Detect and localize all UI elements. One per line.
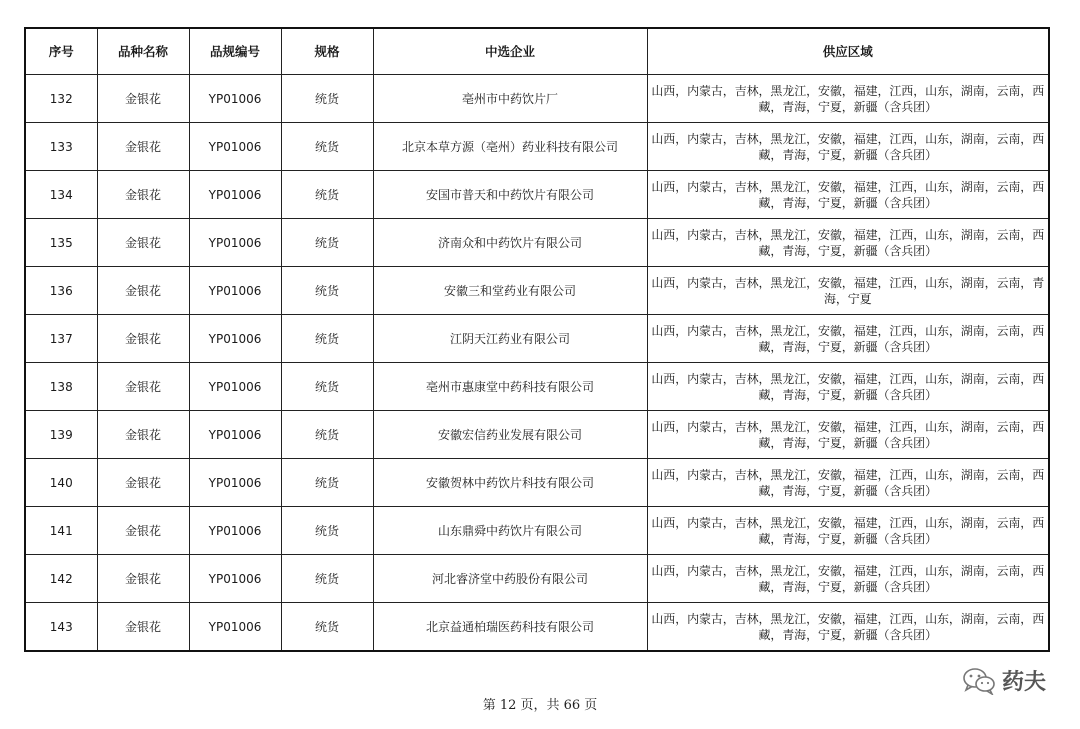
cell-no: 140 bbox=[25, 459, 97, 507]
cell-no: 141 bbox=[25, 507, 97, 555]
cell-variety: 金银花 bbox=[97, 267, 189, 315]
cell-company: 安徽宏信药业发展有限公司 bbox=[373, 411, 647, 459]
cell-spec: 统货 bbox=[281, 219, 373, 267]
cell-company: 安国市普天和中药饮片有限公司 bbox=[373, 171, 647, 219]
cell-variety: 金银花 bbox=[97, 555, 189, 603]
cell-spec: 统货 bbox=[281, 171, 373, 219]
table-row bbox=[25, 75, 1049, 123]
cell-code: YP01006 bbox=[189, 507, 281, 555]
cell-company: 山东鼎舜中药饮片有限公司 bbox=[373, 507, 647, 555]
cell-spec: 统货 bbox=[281, 123, 373, 171]
cell-code: YP01006 bbox=[189, 219, 281, 267]
cell-company: 济南众和中药饮片有限公司 bbox=[373, 219, 647, 267]
cell-code: YP01006 bbox=[189, 123, 281, 171]
page-footer: 第 12 页，共 66 页 bbox=[482, 698, 598, 713]
header-no: 序号 bbox=[25, 28, 97, 75]
cell-code: YP01006 bbox=[189, 411, 281, 459]
cell-variety: 金银花 bbox=[97, 171, 189, 219]
cell-spec: 统货 bbox=[281, 315, 373, 363]
cell-company: 亳州市中药饮片厂 bbox=[373, 75, 647, 123]
cell-region: 山西，内蒙古，吉林，黑龙江，安徽，福建，江西，山东，湖南，云南，西藏，青海，宁夏，新疆（含兵团） bbox=[647, 315, 1049, 363]
cell-no: 133 bbox=[25, 123, 97, 171]
cell-no: 132 bbox=[25, 75, 97, 123]
cell-no: 136 bbox=[25, 267, 97, 315]
cell-spec: 统货 bbox=[281, 411, 373, 459]
header-region: 供应区域 bbox=[647, 28, 1049, 75]
table-row bbox=[25, 363, 1049, 411]
cell-region: 山西，内蒙古，吉林，黑龙江，安徽，福建，江西，山东，湖南，云南，西藏，青海，宁夏，新疆（含兵团） bbox=[647, 555, 1049, 603]
cell-variety: 金银花 bbox=[97, 363, 189, 411]
table-row bbox=[25, 315, 1049, 363]
cell-variety: 金银花 bbox=[97, 123, 189, 171]
watermark bbox=[962, 665, 1046, 696]
cell-region: 山西，内蒙古，吉林，黑龙江，安徽，福建，江西，山东，湖南，云南，西藏，青海，宁夏，新疆（含兵团） bbox=[647, 75, 1049, 123]
cell-region: 山西，内蒙古，吉林，黑龙江，安徽，福建，江西，山东，湖南，云南，西藏，青海，宁夏，新疆（含兵团） bbox=[647, 507, 1049, 555]
cell-spec: 统货 bbox=[281, 507, 373, 555]
table-header-row bbox=[25, 28, 1049, 75]
cell-company: 安徽三和堂药业有限公司 bbox=[373, 267, 647, 315]
cell-code: YP01006 bbox=[189, 75, 281, 123]
cell-code: YP01006 bbox=[189, 603, 281, 652]
cell-no: 143 bbox=[25, 603, 97, 652]
cell-variety: 金银花 bbox=[97, 75, 189, 123]
cell-region: 山西，内蒙古，吉林，黑龙江，安徽，福建，江西，山东，湖南，云南，西藏，青海，宁夏，新疆（含兵团） bbox=[647, 219, 1049, 267]
cell-spec: 统货 bbox=[281, 267, 373, 315]
cell-region: 山西，内蒙古，吉林，黑龙江，安徽，福建，江西，山东，湖南，云南，西藏，青海，宁夏，新疆（含兵团） bbox=[647, 411, 1049, 459]
watermark-label: 药夫 bbox=[1001, 670, 1046, 695]
cell-variety: 金银花 bbox=[97, 459, 189, 507]
cell-spec: 统货 bbox=[281, 75, 373, 123]
table-row bbox=[25, 555, 1049, 603]
table-row bbox=[25, 171, 1049, 219]
cell-spec: 统货 bbox=[281, 459, 373, 507]
header-variety: 品种名称 bbox=[97, 28, 189, 75]
table-row bbox=[25, 267, 1049, 315]
cell-no: 142 bbox=[25, 555, 97, 603]
cell-region: 山西，内蒙古，吉林，黑龙江，安徽，福建，江西，山东，湖南，云南，青海，宁夏 bbox=[647, 267, 1049, 315]
cell-no: 134 bbox=[25, 171, 97, 219]
cell-company: 河北睿济堂中药股份有限公司 bbox=[373, 555, 647, 603]
table-row bbox=[25, 123, 1049, 171]
cell-region: 山西，内蒙古，吉林，黑龙江，安徽，福建，江西，山东，湖南，云南，西藏，青海，宁夏，新疆（含兵团） bbox=[647, 459, 1049, 507]
cell-variety: 金银花 bbox=[97, 411, 189, 459]
header-code: 品规编号 bbox=[189, 28, 281, 75]
cell-no: 138 bbox=[25, 363, 97, 411]
cell-code: YP01006 bbox=[189, 459, 281, 507]
table-row bbox=[25, 459, 1049, 507]
cell-variety: 金银花 bbox=[97, 219, 189, 267]
cell-code: YP01006 bbox=[189, 171, 281, 219]
table-body bbox=[25, 75, 1049, 652]
cell-variety: 金银花 bbox=[97, 603, 189, 652]
cell-company: 亳州市惠康堂中药科技有限公司 bbox=[373, 363, 647, 411]
cell-spec: 统货 bbox=[281, 603, 373, 652]
cell-spec: 统货 bbox=[281, 555, 373, 603]
table-row bbox=[25, 219, 1049, 267]
cell-code: YP01006 bbox=[189, 555, 281, 603]
procurement-table bbox=[24, 27, 1050, 652]
table-row bbox=[25, 411, 1049, 459]
cell-code: YP01006 bbox=[189, 267, 281, 315]
cell-variety: 金银花 bbox=[97, 315, 189, 363]
cell-region: 山西，内蒙古，吉林，黑龙江，安徽，福建，江西，山东，湖南，云南，西藏，青海，宁夏，新疆（含兵团） bbox=[647, 171, 1049, 219]
cell-company: 江阴天江药业有限公司 bbox=[373, 315, 647, 363]
cell-code: YP01006 bbox=[189, 315, 281, 363]
cell-company: 北京本草方源（亳州）药业科技有限公司 bbox=[373, 123, 647, 171]
cell-variety: 金银花 bbox=[97, 507, 189, 555]
table-row bbox=[25, 507, 1049, 555]
cell-code: YP01006 bbox=[189, 363, 281, 411]
cell-region: 山西，内蒙古，吉林，黑龙江，安徽，福建，江西，山东，湖南，云南，西藏，青海，宁夏，新疆（含兵团） bbox=[647, 363, 1049, 411]
cell-region: 山西，内蒙古，吉林，黑龙江，安徽，福建，江西，山东，湖南，云南，西藏，青海，宁夏，新疆（含兵团） bbox=[647, 603, 1049, 652]
table-row bbox=[25, 603, 1049, 652]
cell-company: 北京益通柏瑞医药科技有限公司 bbox=[373, 603, 647, 652]
cell-no: 139 bbox=[25, 411, 97, 459]
header-company: 中选企业 bbox=[373, 28, 647, 75]
cell-no: 137 bbox=[25, 315, 97, 363]
header-spec: 规格 bbox=[281, 28, 373, 75]
cell-company: 安徽贺林中药饮片科技有限公司 bbox=[373, 459, 647, 507]
wechat-icon bbox=[962, 667, 996, 695]
cell-spec: 统货 bbox=[281, 363, 373, 411]
cell-no: 135 bbox=[25, 219, 97, 267]
cell-region: 山西，内蒙古，吉林，黑龙江，安徽，福建，江西，山东，湖南，云南，西藏，青海，宁夏，新疆（含兵团） bbox=[647, 123, 1049, 171]
